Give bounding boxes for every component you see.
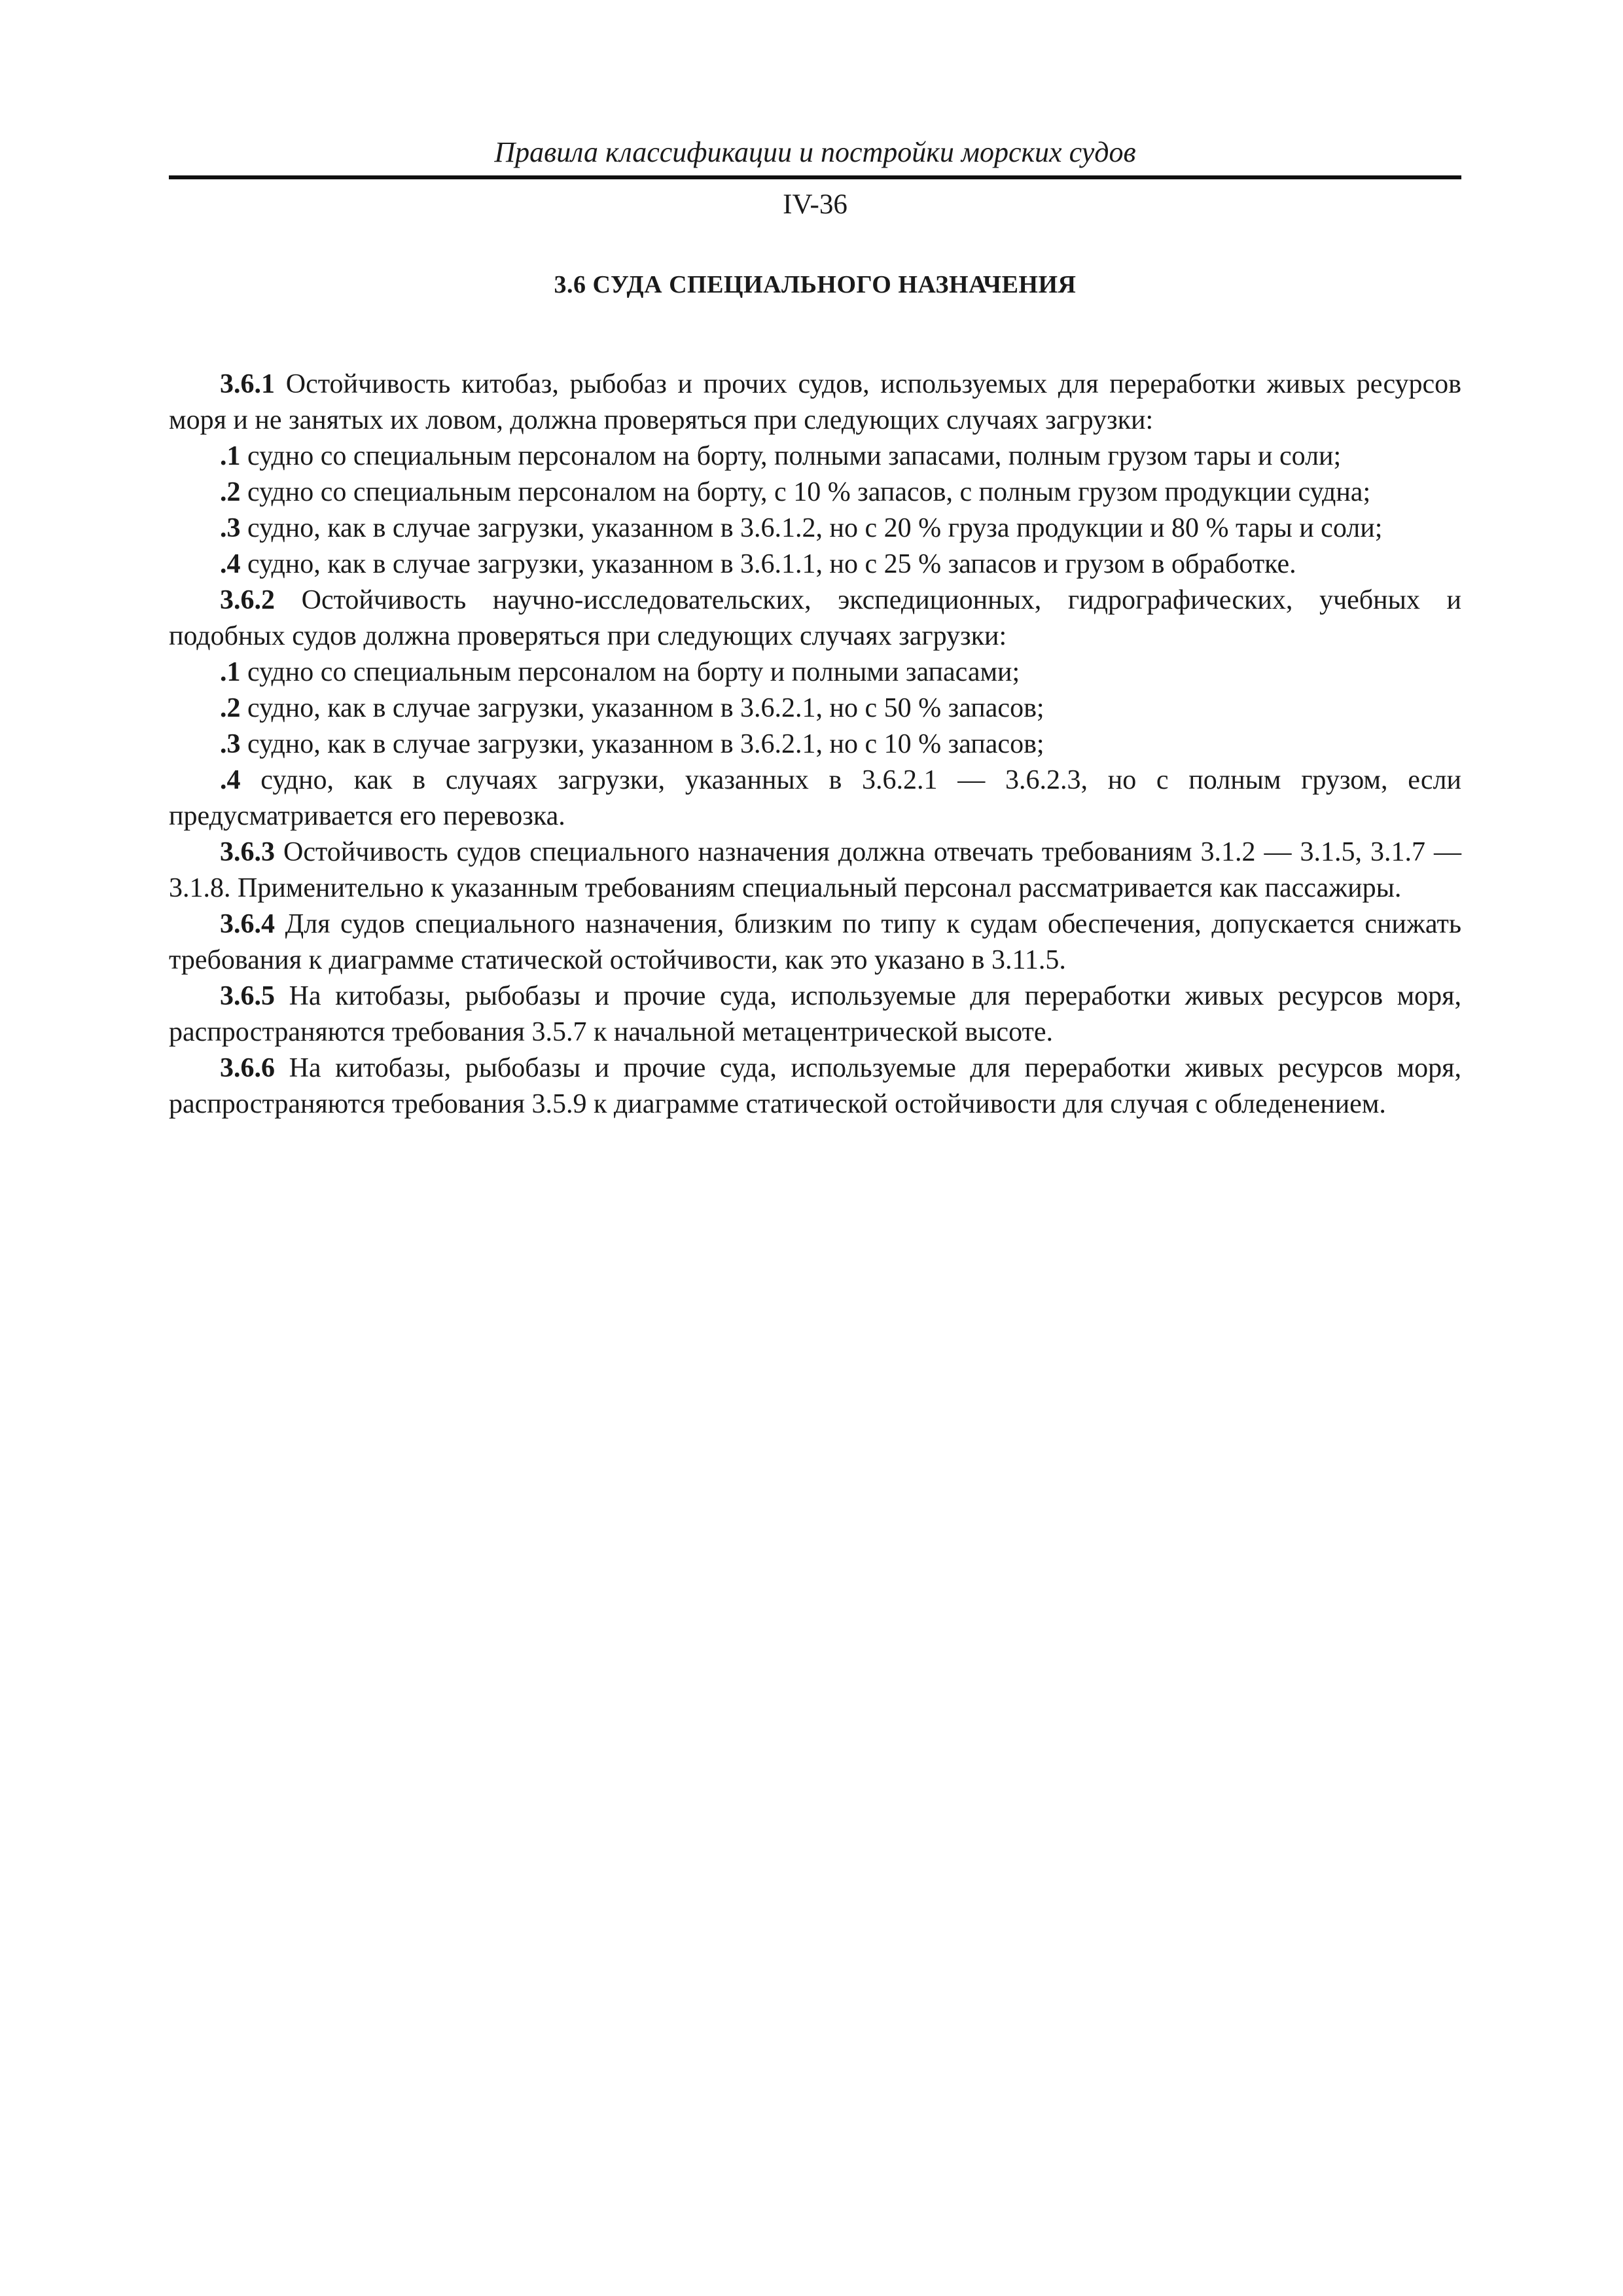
item-text: судно со специальным персоналом на борту и полными запасами; xyxy=(240,657,1020,687)
list-item-3-6-2-1 xyxy=(169,655,1461,691)
paragraph-3-6-2 xyxy=(169,583,1461,655)
running-header: Правила классификации и постройки морских судов xyxy=(494,136,1136,168)
clause-text: Для судов специального назначения, близким по типу к судам обеспечения, допускается снижать требования к диаграмме статической остойчивости, как это указано в 3.11.5. xyxy=(169,909,1461,975)
item-text: судно со специальным персоналом на борту, полными запасами, полным грузом тары и соли; xyxy=(240,441,1342,471)
item-number: .1 xyxy=(220,441,241,471)
paragraph-3-6-5 xyxy=(169,978,1461,1050)
list-item-3-6-1-3 xyxy=(169,511,1461,547)
item-text: судно, как в случае загрузки, указанном в 3.6.1.2, но с 20 % груза продукции и 80 % тары и соли; xyxy=(240,513,1383,543)
clause-number: 3.6.2 xyxy=(220,585,275,615)
item-number: .2 xyxy=(220,693,241,723)
page-number: IV-36 xyxy=(783,189,847,220)
clause-text: На китобазы, рыбобазы и прочие суда, используемые для переработки живых ресурсов моря, распространяются требования 3.5.9 к диаграмме статической остойчивости для случая с обледенением. xyxy=(169,1053,1461,1119)
list-item-3-6-2-3 xyxy=(169,726,1461,762)
clause-text: Остойчивость научно-исследовательских, экспедиционных, гидрографических, учебных и подобных судов должна проверяться при следующих случаях загрузки: xyxy=(169,585,1461,651)
clause-number: 3.6.3 xyxy=(220,837,275,867)
clause-number: 3.6.4 xyxy=(220,909,275,939)
list-item-3-6-2-2 xyxy=(169,691,1461,726)
clause-number: 3.6.1 xyxy=(220,369,275,399)
clause-text: Остойчивость судов специального назначения должна отвечать требованиям 3.1.2 — 3.1.5, 3.1.7 — 3.1.8. Применительно к указанным требованиям специальный персонал рассматривается как пассажиры. xyxy=(169,837,1461,903)
body-text xyxy=(169,367,1461,1122)
item-number: .4 xyxy=(220,549,241,579)
item-number: .4 xyxy=(220,765,241,795)
item-text: судно, как в случаях загрузки, указанных в 3.6.2.1 — 3.6.2.3, но с полным грузом, если предусматривается его перевозка. xyxy=(169,765,1461,831)
header-rule xyxy=(169,175,1461,179)
paragraph-3-6-1 xyxy=(169,367,1461,439)
clause-text: Остойчивость китобаз, рыбобаз и прочих судов, используемых для переработки живых ресурсов моря и не занятых их ловом, должна проверяться при следующих случаях загрузки: xyxy=(169,369,1461,435)
item-text: судно со специальным персоналом на борту, с 10 % запасов, с полным грузом продукции судна; xyxy=(240,477,1371,507)
item-number: .3 xyxy=(220,513,241,543)
list-item-3-6-2-4 xyxy=(169,762,1461,834)
item-number: .3 xyxy=(220,729,241,759)
paragraph-3-6-6 xyxy=(169,1050,1461,1122)
item-number: .1 xyxy=(220,657,241,687)
list-item-3-6-1-4 xyxy=(169,547,1461,583)
clause-number: 3.6.6 xyxy=(220,1053,275,1083)
clause-text: На китобазы, рыбобазы и прочие суда, используемые для переработки живых ресурсов моря, распространяются требования 3.5.7 к начальной метацентрической высоте. xyxy=(169,981,1461,1047)
clause-number: 3.6.5 xyxy=(220,981,275,1011)
item-text: судно, как в случае загрузки, указанном в 3.6.1.1, но с 25 % запасов и грузом в обработке. xyxy=(240,549,1296,579)
list-item-3-6-1-2 xyxy=(169,475,1461,511)
paragraph-3-6-4 xyxy=(169,906,1461,978)
list-item-3-6-1-1 xyxy=(169,439,1461,475)
paragraph-3-6-3 xyxy=(169,834,1461,906)
item-number: .2 xyxy=(220,477,241,507)
item-text: судно, как в случае загрузки, указанном в 3.6.2.1, но с 50 % запасов; xyxy=(240,693,1044,723)
item-text: судно, как в случае загрузки, указанном в 3.6.2.1, но с 10 % запасов; xyxy=(240,729,1044,759)
section-title: 3.6 СУДА СПЕЦИАЛЬНОГО НАЗНАЧЕНИЯ xyxy=(554,271,1077,298)
